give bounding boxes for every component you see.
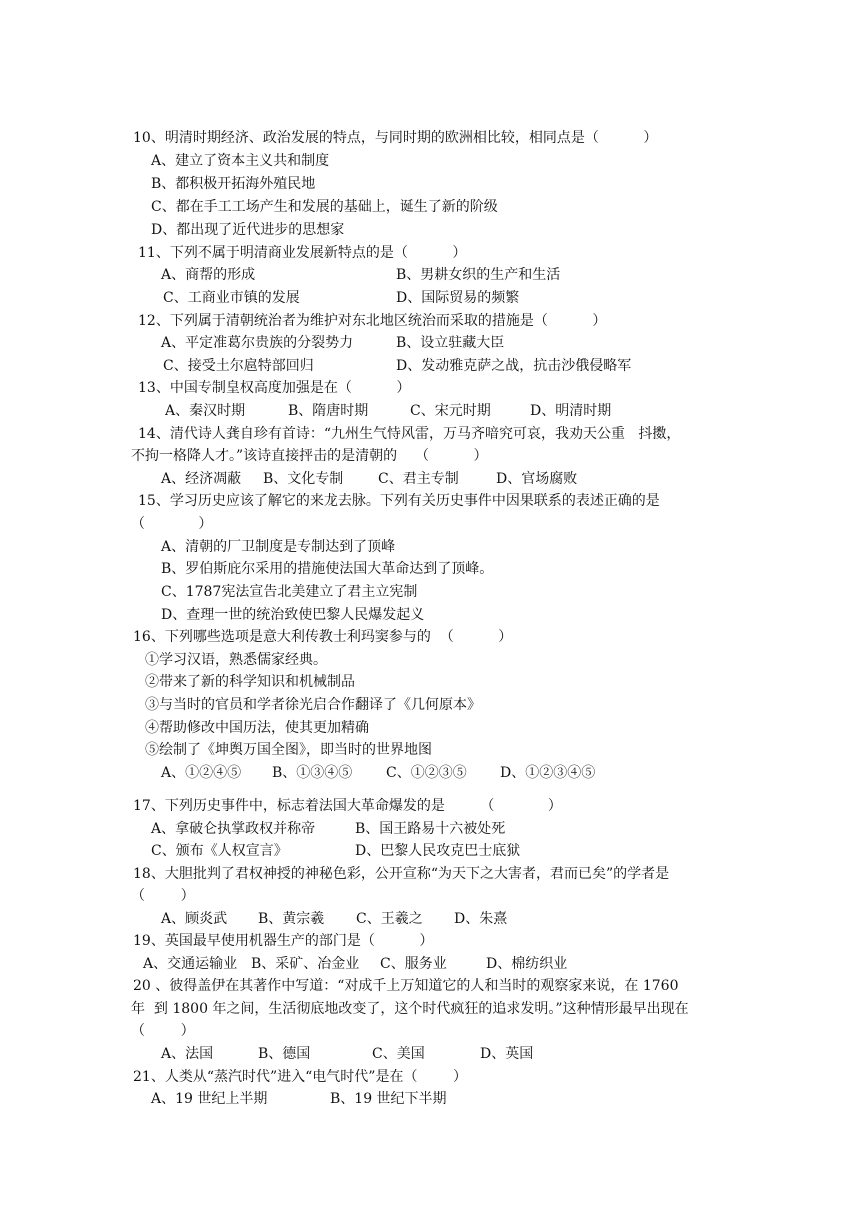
question-12-option-d: D、发动雅克萨之战，抗击沙俄侵略军: [396, 358, 632, 374]
question-15-option-c: C、1787宪法宣告北美建立了君主立宪制: [161, 584, 418, 600]
question-13-option-b: B、隋唐时期: [288, 403, 369, 419]
question-17-option-d: D、巴黎人民攻克巴士底狱: [355, 843, 521, 859]
question-18-option-d: D、朱熹: [454, 911, 508, 927]
question-18-option-a: A、顾炎武: [161, 911, 228, 927]
question-17-option-a: A、拿破仑执掌政权并称帝: [151, 821, 316, 837]
question-14-stem-line2: 不拘一格降人才。”该诗直接抨击的是清朝的 （ ）: [131, 448, 488, 464]
question-11-stem: 11、下列不属于明清商业发展新特点的是（ ）: [138, 245, 467, 261]
question-12-option-a: A、平定准葛尔贵族的分裂势力: [161, 335, 354, 351]
question-17-stem: 17、下列历史事件中，标志着法国大革命爆发的是 （ ）: [133, 798, 562, 814]
question-11-option-d: D、国际贸易的频繁: [396, 290, 520, 306]
question-11-option-a: A、商帮的形成: [161, 267, 256, 283]
question-13-option-a: A、秦汉时期: [165, 403, 246, 419]
question-18-option-b: B、黄宗羲: [258, 911, 325, 927]
question-16-item: ②带来了新的科学知识和机械制品: [145, 674, 355, 690]
question-16-item: ④帮助修改中国历法，使其更加精确: [145, 720, 369, 736]
question-20-option-b: B、德国: [258, 1046, 311, 1062]
question-21-option-a: A、19 世纪上半期: [151, 1091, 268, 1107]
question-16-option-c: C、①②③⑤: [386, 765, 467, 781]
question-21-option-b: B、19 世纪下半期: [330, 1091, 447, 1107]
question-20-stem-line2: 年 到 1800 年之间，生活彻底地改变了，这个时代疯狂的追求发明。”这种情形最早出现在: [131, 1001, 689, 1017]
question-15-stem-line1: 15、学习历史应该了解它的来龙去脉。下列有关历史事件中因果联系的表述正确的是: [138, 493, 660, 509]
question-16-option-d: D、①②③④⑤: [500, 765, 596, 781]
question-16-item: ①学习汉语，熟悉儒家经典。: [145, 652, 327, 668]
question-18-stem-line1: 18、大胆批判了君权神授的神秘色彩，公开宣称“为天下之大害者，君而已矣”的学者是: [133, 866, 670, 882]
question-19-option-d: D、棉纺织业: [486, 956, 568, 972]
question-12-option-b: B、设立驻藏大臣: [396, 335, 505, 351]
question-10-option-d: D、都出现了近代进步的思想家: [151, 222, 345, 238]
question-16-option-a: A、①②④⑤: [161, 765, 242, 781]
question-14-option-d: D、官场腐败: [496, 471, 578, 487]
question-19-option-a: A、交通运输业: [143, 956, 238, 972]
question-11-option-c: C、工商业市镇的发展: [163, 290, 300, 306]
question-15-option-a: A、清朝的厂卫制度是专制达到了顶峰: [161, 539, 396, 555]
question-10-option-b: B、都积极开拓海外殖民地: [151, 176, 316, 192]
question-20-option-d: D、英国: [480, 1046, 534, 1062]
question-10-stem: 10、明清时期经济、政治发展的特点，与同时期的欧洲相比较，相同点是（ ）: [133, 130, 658, 146]
question-16-option-b: B、①③④⑤: [272, 765, 353, 781]
question-20-option-c: C、美国: [372, 1046, 425, 1062]
question-18-stem-line2: （ ）: [131, 888, 195, 904]
question-14-option-a: A、经济凋蔽: [161, 471, 242, 487]
question-15-option-b: B、罗伯斯庇尔采用的措施使法国大革命达到了顶峰。: [161, 561, 494, 577]
question-16-stem: 16、下列哪些选项是意大利传教士利玛窦参与的 （ ）: [133, 629, 513, 645]
question-12-option-c: C、接受土尔扈特部回归: [163, 358, 314, 374]
question-13-option-c: C、宋元时期: [410, 403, 491, 419]
question-20-stem-line3: （ ）: [131, 1023, 195, 1039]
question-19-option-b: B、采矿、冶金业: [251, 956, 360, 972]
question-12-stem: 12、下列属于清朝统治者为维护对东北地区统治而采取的措施是（ ）: [138, 313, 607, 329]
question-14-option-b: B、文化专制: [263, 471, 344, 487]
question-10-option-a: A、建立了资本主义共和制度: [151, 153, 330, 169]
question-21-stem: 21、人类从“蒸汽时代”进入“电气时代”是在（ ）: [133, 1069, 468, 1085]
question-19-option-c: C、服务业: [380, 956, 447, 972]
question-20-stem-line1: 20 、彼得盖伊在其著作中写道：“对成千上万知道它的人和当时的观察家来说，在 1760: [133, 978, 679, 994]
question-10-option-c: C、都在手工工场产生和发展的基础上，诞生了新的阶级: [151, 199, 498, 215]
question-13-option-d: D、明清时期: [530, 403, 612, 419]
question-16-item: ⑤绘制了《坤舆万国全图》，即当时的世界地图: [145, 742, 432, 758]
question-11-option-b: B、男耕女织的生产和生活: [396, 267, 561, 283]
question-14-stem-line1: 14、清代诗人龚自珍有首诗：“九州生气恃风雷，万马齐喑究可哀，我劝天公重 抖擞，: [138, 426, 681, 442]
question-13-stem: 13、中国专制皇权高度加强是在（ ）: [138, 380, 411, 396]
question-17-option-c: C、颁布《人权宣言》: [151, 843, 288, 859]
question-18-option-c: C、王羲之: [356, 911, 423, 927]
question-15-stem-line2: （ ）: [131, 516, 213, 532]
question-20-option-a: A、法国: [161, 1046, 214, 1062]
question-15-option-d: D、查理一世的统治致使巴黎人民爆发起义: [161, 607, 425, 623]
question-16-item: ③与当时的官员和学者徐光启合作翻译了《几何原本》: [145, 697, 481, 713]
question-19-stem: 19、英国最早使用机器生产的部门是（ ）: [133, 933, 434, 949]
question-17-option-b: B、国王路易十六被处死: [355, 821, 506, 837]
question-14-option-c: C、君主专制: [378, 471, 459, 487]
